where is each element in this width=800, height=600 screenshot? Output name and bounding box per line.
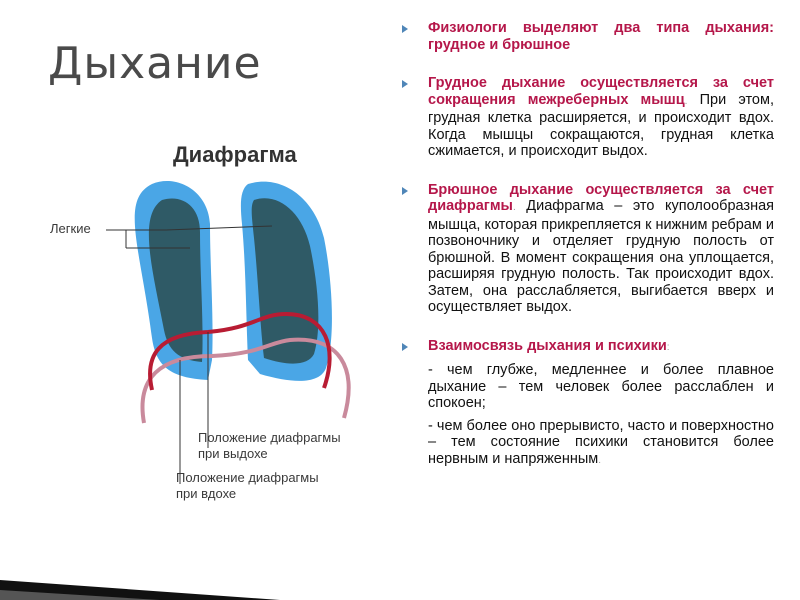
corner-decoration <box>0 520 280 600</box>
bullet-abdominal <box>398 182 774 316</box>
label-lungs: Легкие <box>50 221 91 236</box>
slide-title: Дыхание <box>48 38 262 89</box>
dot-mark: . <box>598 454 602 466</box>
diaphragm-illustration <box>40 128 380 528</box>
label-inhale-line1: Положение диафрагмы <box>176 470 319 485</box>
label-inhale-line2: при вдохе <box>176 486 237 501</box>
bullet-chest-body: При этом, грудная клетка расширяется, и происходит вдох. Когда мышцы сокращаются, грудная клетка сжимается, и происходит выдох. <box>428 91 774 159</box>
psyche-point-2 <box>398 418 774 470</box>
bullet-arrow-icon <box>402 25 408 33</box>
label-inhale <box>176 470 319 502</box>
bullet-arrow-icon <box>402 80 408 88</box>
bullet-arrow-icon <box>402 187 408 195</box>
bullet-chest-heading: Грудное дыхание осуществляется за счет сокращения межреберных мышц <box>428 75 774 108</box>
bullet-abdominal-body: Диафрагма – это куполообразная мышца, которая прикрепляется к нижним ребрам и позвоночнику и отделяет грудную полость от брюшной. В момент сокращения она уплощается, расширяя грудную полость. Так происходит вдох. Затем, она расслабляется, выгибается вверх и осуществляет выдох. <box>428 198 774 315</box>
bullet-arrow-icon <box>402 343 408 351</box>
text-column <box>398 20 774 469</box>
dot-mark: . <box>512 202 516 213</box>
bullet-chest <box>398 75 774 160</box>
dot-mark: . <box>684 95 688 107</box>
label-exhale-line2: при выдохе <box>198 446 268 461</box>
bullet-abdominal-heading: Брюшное дыхание осуществляется за счет диафрагмы <box>428 181 774 214</box>
bullet-types <box>398 20 774 53</box>
psyche-point-2-text: - чем более оно прерывисто, часто и поверхностно – тем состояние психики становится более нервным и напряженным <box>428 417 774 467</box>
label-exhale <box>198 430 341 462</box>
figure-title: Диафрагма <box>173 142 297 167</box>
bullet-psyche-heading: Взаимосвязь дыхания и психики <box>428 337 667 354</box>
label-exhale-line1: Положение диафрагмы <box>198 430 341 445</box>
psyche-point-1: - чем глубже, медленнее и более плавное дыхание – тем человек более расслаблен и спокоен; <box>428 362 774 411</box>
colon-mark: : <box>666 341 670 353</box>
bullet-psyche <box>398 338 774 357</box>
diaphragm-figure <box>40 128 380 528</box>
bullet-types-text: Физиологи выделяют два типа дыхания: грудное и брюшное <box>428 20 774 53</box>
